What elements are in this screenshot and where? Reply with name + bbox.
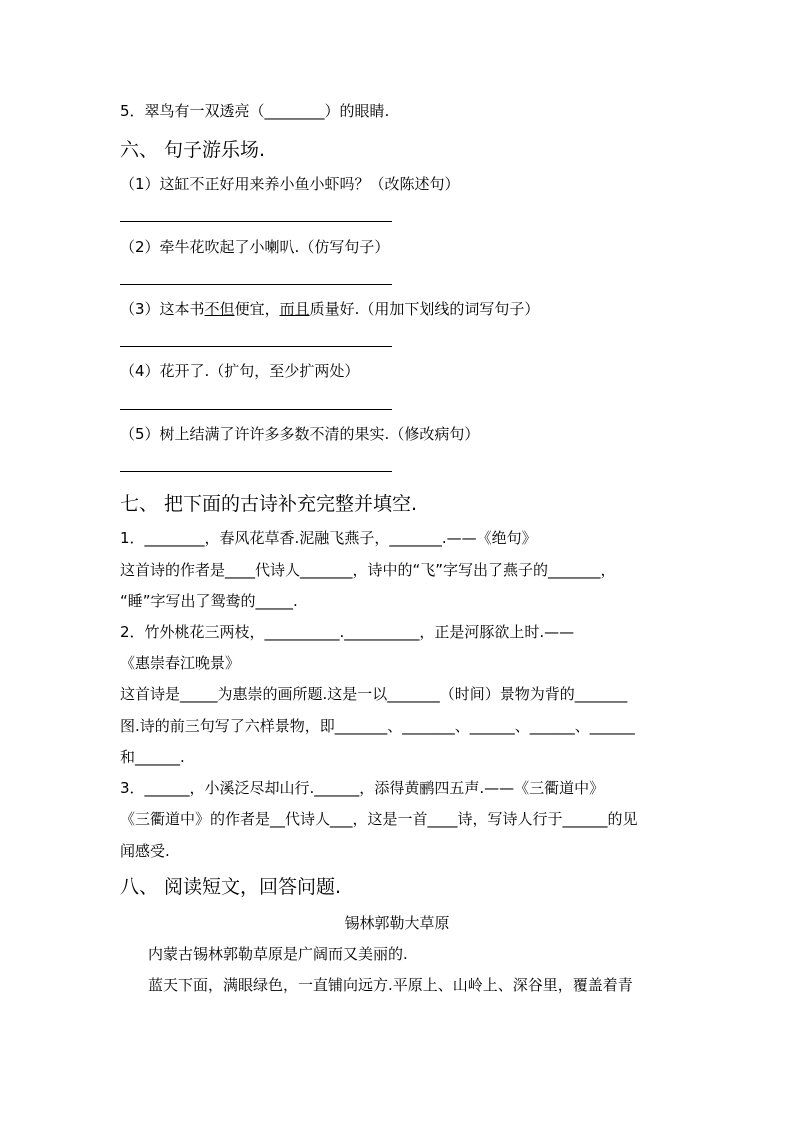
poem-2-line-5: 和______. [120, 748, 185, 766]
section-6-title: 六、 句子游乐场. [120, 139, 266, 161]
passage-title: 锡林郭勒大草原 [344, 914, 450, 932]
answer-line-4[interactable] [120, 409, 392, 410]
poem-2-line-3: 这首诗是_____为惠崇的画所题.这是一以_______（时间）景物为背的_______ [120, 685, 628, 703]
item3-underlined-word-1: 不但 [204, 300, 235, 318]
poem-2-line-2: 《惠崇春江晚景》 [120, 654, 241, 672]
sentence-item-5: （5）树上结满了许许多多数不清的果实.（修改病句） [120, 425, 480, 443]
poem-3-line-2: 《三衢道中》的作者是__代诗人___，这是一首____诗，写诗人行于______的见 [120, 810, 638, 828]
answer-line-1[interactable] [120, 221, 392, 222]
sentence-item-4: （4）花开了.（扩句，至少扩两处） [120, 362, 360, 380]
sentence-item-2: （2）牵牛花吹起了小喇叭.（仿写句子） [120, 238, 390, 256]
poem-2-line-1: 2．竹外桃花三两枝，__________.__________，正是河豚欲上时.—— [120, 623, 575, 641]
answer-line-3[interactable] [120, 346, 392, 347]
question-5: 5．翠鸟有一双透亮（________）的眼睛. [120, 102, 390, 120]
poem-2-line-4: 图.诗的前三句写了六样景物，即_______、_______、______、______、______ [120, 717, 635, 735]
poem-1-line-2: 这首诗的作者是____代诗人_______，诗中的“飞”字写出了燕子的_______， [120, 561, 616, 579]
sentence-item-1: （1）这缸不正好用来养小鱼小虾吗？（改陈述句） [120, 175, 460, 193]
item3-underlined-word-2: 而且 [279, 300, 310, 318]
passage-paragraph-2: 蓝天下面，满眼绿色，一直铺向远方.平原上、山岭上、深谷里，覆盖着青 [148, 976, 633, 994]
answer-line-2[interactable] [120, 284, 392, 285]
poem-3-line-1: 3．______，小溪泛尽却山行.______，添得黄鹂四五声.——《三衢道中》 [120, 779, 605, 797]
answer-line-5[interactable] [120, 471, 392, 472]
poem-1-line-1: 1．________，春风花草香.泥融飞燕子，_______.——《绝句》 [120, 529, 537, 547]
poem-1-line-3: “睡”字写出了鸳鸯的_____. [120, 592, 298, 610]
item3-prefix: （3）这本书 [120, 300, 205, 318]
sentence-item-3 [120, 298, 539, 320]
section-7-title: 七、 把下面的古诗补充完整并填空. [120, 493, 418, 515]
section-8-title: 八、 阅读短文，回答问题. [120, 876, 342, 898]
passage-paragraph-1: 内蒙古锡林郭勒草原是广阔而又美丽的. [148, 945, 408, 963]
item3-suffix: 质量好.（用加下划线的词写句子） [309, 300, 540, 318]
poem-3-line-3: 闻感受. [120, 842, 170, 860]
item3-mid: 便宜， [234, 300, 280, 318]
